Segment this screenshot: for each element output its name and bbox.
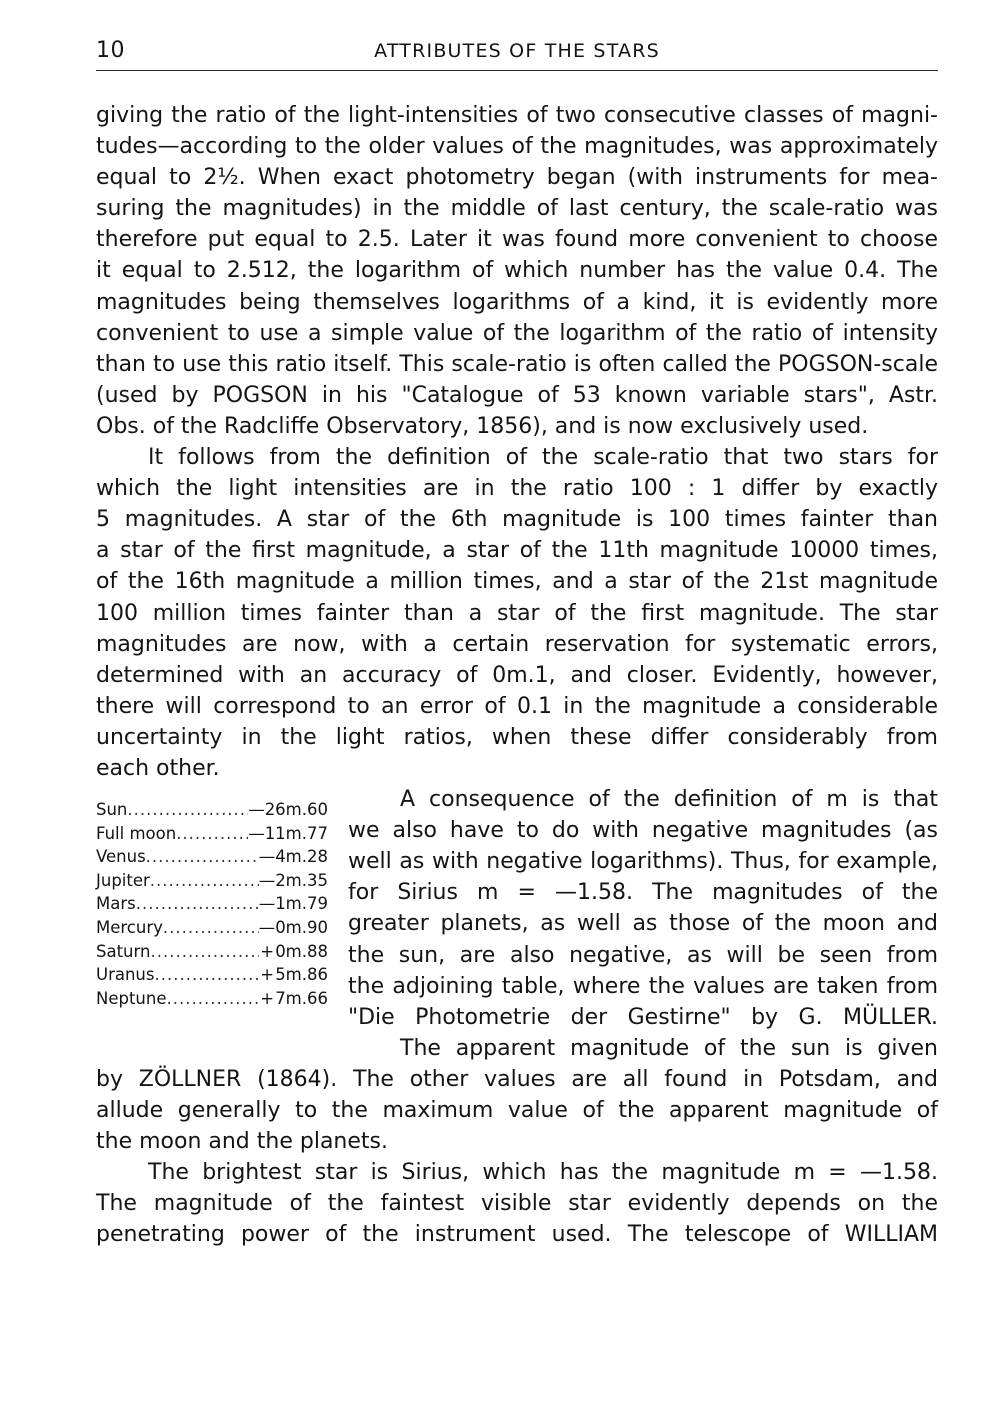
- text-line: giving the ratio of the light-intensities of two consecutive classes of magni-: [96, 103, 938, 128]
- magnitude-sign: +: [260, 965, 275, 985]
- text-line: (used by POGSON in his "Catalogue of 53 known variable stars", Astr.: [96, 382, 938, 408]
- body-name: Venus: [96, 847, 146, 867]
- leader-dots: [150, 869, 259, 893]
- text-line: of the 16th magnitude a million times, and a star of the 21st magnitude: [96, 569, 938, 595]
- magnitude-value: 7m.66: [275, 988, 328, 1008]
- magnitude-value: 4m.28: [275, 847, 328, 867]
- text-line: tudes—according to the older values of the magnitudes, was approximately: [96, 134, 938, 160]
- magnitude-table: [96, 798, 328, 1010]
- magnitude-row: [96, 822, 328, 846]
- text-line: the moon and the planets.: [96, 1129, 388, 1155]
- leader-dots: [154, 963, 259, 987]
- magnitude-row: [96, 987, 328, 1011]
- body-name: Sun: [96, 800, 128, 820]
- paragraph-negative-magnitudes: [348, 784, 938, 1064]
- magnitude-sign: —: [258, 894, 276, 914]
- magnitude-value: 11m.77: [264, 823, 328, 843]
- magnitude-row: [96, 892, 328, 916]
- body-name: Mars: [96, 894, 136, 914]
- body-name: Jupiter: [96, 870, 150, 890]
- text-line: 5 magnitudes. A star of the 6th magnitude is 100 times fainter than: [96, 507, 938, 533]
- text-line: it equal to 2.512, the logarithm of which number has the value 0.4. The: [96, 258, 938, 284]
- body-text: [96, 100, 938, 1250]
- text-line: a star of the first magnitude, a star of the 11th magnitude 10000 times,: [96, 538, 938, 564]
- magnitude-row: [96, 940, 328, 964]
- running-title: ATTRIBUTES OF THE STARS: [374, 40, 660, 62]
- magnitude-value: 26m.60: [264, 800, 328, 820]
- leader-dots: [176, 822, 248, 846]
- body-name: Saturn: [96, 941, 151, 961]
- text-line: we also have to do with negative magnitudes (as: [348, 818, 938, 844]
- text-line: determined with an accuracy of 0m.1, and closer. Evidently, however,: [96, 662, 938, 688]
- magnitude-sign: —: [258, 847, 276, 867]
- text-line: "Die Photometrie der Gestirne" by G. MÜLLER.: [348, 1004, 938, 1030]
- text-line: there will correspond to an error of 0.1 in the magnitude a considerable: [96, 693, 938, 719]
- text-line: allude generally to the maximum value of the apparent magnitude of: [96, 1098, 938, 1123]
- magnitude-row: [96, 963, 328, 987]
- text-line: Obs. of the Radcliffe Observatory, 1856), and is now exclusively used.: [96, 413, 869, 439]
- magnitude-sign: +: [260, 988, 275, 1008]
- paragraph-magnitude-ratios: [96, 442, 938, 784]
- leader-dots: [127, 798, 248, 822]
- magnitude-row: [96, 798, 328, 822]
- leader-dots: [163, 916, 259, 940]
- text-line: magnitudes are now, with a certain reservation for systematic errors,: [96, 631, 938, 657]
- magnitude-row: [96, 916, 328, 940]
- magnitude-sign: —: [248, 800, 265, 820]
- text-line: penetrating power of the instrument used. The telescope of WILLIAM: [96, 1222, 938, 1248]
- magnitude-sign: —: [258, 918, 276, 938]
- text-line: which the light intensities are in the ratio 100 : 1 differ by exactly: [96, 476, 938, 502]
- magnitude-sign: +: [260, 941, 275, 961]
- text-line: uncertainty in the light ratios, when these differ considerably from: [96, 724, 938, 750]
- magnitude-row: [96, 869, 328, 893]
- body-name: Uranus: [96, 965, 155, 985]
- leader-dots: [136, 892, 259, 916]
- text-line: suring the magnitudes) in the middle of last century, the scale-ratio was: [96, 196, 938, 222]
- body-name: Mercury: [96, 918, 163, 938]
- text-line: well as with negative logarithms). Thus, for example,: [348, 849, 938, 875]
- magnitude-value: 1m.79: [275, 894, 328, 914]
- text-line: therefore put equal to 2.5. Later it was found more convenient to choose: [96, 227, 938, 253]
- text-line: It follows from the definition of the scale-ratio that two stars for: [148, 445, 938, 471]
- text-line: A consequence of the definition of m is that: [400, 787, 938, 813]
- text-line: greater planets, as well as those of the moon and: [348, 911, 938, 937]
- body-name: Full moon: [96, 823, 177, 843]
- text-line: The apparent magnitude of the sun is given: [400, 1035, 938, 1061]
- text-line: magnitudes being themselves logarithms of a kind, it is evidently more: [96, 289, 938, 315]
- text-line: convenient to use a simple value of the logarithm of the ratio of intensity: [96, 320, 938, 346]
- text-line: than to use this ratio itself. This scale-ratio is often called the POGSON-scale: [96, 351, 938, 377]
- text-line: by ZÖLLNER (1864). The other values are all found in Potsdam, and: [96, 1066, 938, 1092]
- magnitude-value: 0m.88: [275, 941, 328, 961]
- magnitude-sign: —: [258, 870, 276, 890]
- magnitude-sign: —: [248, 823, 265, 843]
- text-line: for Sirius m = —1.58. The magnitudes of the: [348, 880, 938, 906]
- magnitude-value: 2m.35: [275, 870, 328, 890]
- leader-dots: [146, 845, 259, 869]
- paragraph-sources: [96, 1064, 938, 1157]
- leader-dots: [167, 987, 260, 1011]
- body-name: Neptune: [96, 988, 167, 1008]
- text-line: equal to 2½. When exact photometry began (with instruments for mea-: [96, 165, 938, 191]
- paragraph-scale-ratio: [96, 100, 938, 442]
- page-header: [96, 38, 938, 71]
- leader-dots: [150, 940, 259, 964]
- paragraph-brightest-star: [96, 1157, 938, 1250]
- table-section: [96, 784, 938, 1064]
- text-line: the sun, are also negative, as will be seen from: [348, 942, 938, 968]
- magnitude-value: 0m.90: [275, 918, 328, 938]
- text-line: The brightest star is Sirius, which has the magnitude m = —1.58.: [148, 1160, 938, 1186]
- text-line: each other.: [96, 755, 220, 781]
- magnitude-value: 5m.86: [275, 965, 328, 985]
- page-number: 10: [96, 38, 125, 63]
- text-line: The magnitude of the faintest visible star evidently depends on the: [96, 1191, 938, 1217]
- text-line: 100 million times fainter than a star of the first magnitude. The star: [96, 600, 938, 626]
- magnitude-row: [96, 845, 328, 869]
- text-line: the adjoining table, where the values are taken from: [348, 973, 938, 999]
